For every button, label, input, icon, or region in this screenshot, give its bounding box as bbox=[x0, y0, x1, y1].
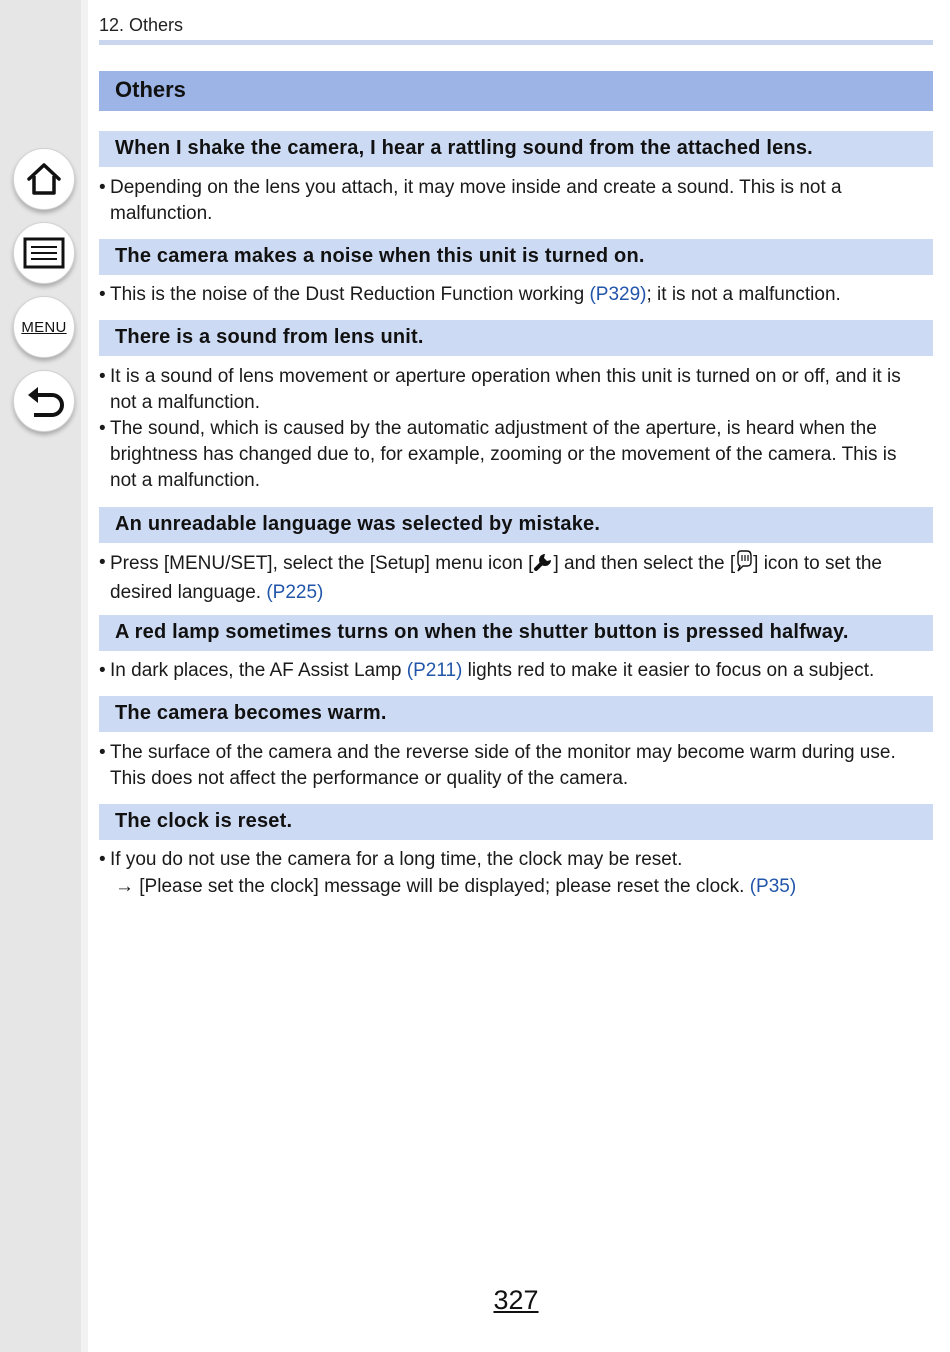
question-heading bbox=[99, 615, 933, 651]
chapter-title: 12. Others bbox=[99, 15, 184, 35]
arrow-icon: → bbox=[115, 876, 134, 897]
answer-text: [Please set the clock] message will be displayed; please reset the clock. bbox=[134, 876, 750, 897]
chapter-divider bbox=[99, 40, 933, 45]
question-heading bbox=[99, 239, 933, 275]
question-heading-text: When I shake the camera, I hear a rattling sound from the attached lens. bbox=[115, 137, 813, 159]
answer-paragraph bbox=[99, 416, 933, 494]
answer-text: lights red to make it easier to focus on a subject. bbox=[462, 660, 875, 681]
page-number bbox=[0, 1285, 950, 1316]
home-icon bbox=[24, 159, 64, 199]
question-heading bbox=[99, 320, 933, 356]
bullet: • bbox=[99, 418, 106, 439]
answer-line bbox=[99, 282, 933, 308]
wrench-icon bbox=[533, 552, 553, 580]
answer-paragraph bbox=[99, 175, 933, 227]
page-link-p211[interactable]: (P211) bbox=[406, 660, 463, 681]
answer-text: desired language. bbox=[110, 582, 267, 603]
answer-line: This does not affect the performance or quality of the camera. bbox=[110, 768, 629, 789]
page-number-text: 327 bbox=[493, 1285, 539, 1315]
answer-result-line bbox=[115, 874, 796, 900]
answer-line: The surface of the camera and the reverse side of the monitor may become warm during use. bbox=[110, 742, 896, 763]
bullet: • bbox=[99, 284, 106, 305]
question-heading bbox=[99, 131, 933, 167]
question-heading-text: There is a sound from lens unit. bbox=[115, 326, 424, 348]
section-title: Others bbox=[115, 77, 186, 102]
home-button[interactable] bbox=[13, 148, 75, 210]
answer-line: If you do not use the camera for a long time, the clock may be reset. bbox=[110, 849, 683, 870]
menu-button[interactable] bbox=[13, 296, 75, 358]
answer-line bbox=[99, 550, 933, 580]
question-heading-text: The camera becomes warm. bbox=[115, 702, 387, 724]
page-link-p225[interactable]: (P225) bbox=[266, 582, 324, 603]
answer-line: malfunction. bbox=[110, 203, 213, 224]
question-heading-text: The camera makes a noise when this unit is turned on. bbox=[115, 245, 645, 267]
question-heading bbox=[99, 507, 933, 543]
answer-paragraph bbox=[99, 658, 933, 684]
answer-paragraph bbox=[99, 550, 933, 606]
answer-paragraph bbox=[99, 847, 933, 873]
question-heading bbox=[99, 804, 933, 840]
answer-text: In dark places, the AF Assist Lamp bbox=[110, 660, 407, 681]
contents-button[interactable] bbox=[13, 222, 75, 284]
back-arrow-icon bbox=[24, 383, 64, 419]
bullet: • bbox=[99, 552, 106, 573]
bullet: • bbox=[99, 849, 106, 870]
answer-line: not a malfunction. bbox=[110, 392, 260, 413]
page-link-p35[interactable]: (P35) bbox=[749, 876, 797, 897]
back-button[interactable] bbox=[13, 370, 75, 432]
bullet: • bbox=[99, 177, 106, 198]
language-icon bbox=[735, 550, 753, 580]
page-link-p329[interactable]: (P329) bbox=[589, 284, 647, 305]
answer-line: not a malfunction. bbox=[110, 470, 260, 491]
menu-label: MENU bbox=[21, 318, 67, 336]
question-heading-text: An unreadable language was selected by mistake. bbox=[115, 513, 601, 535]
answer-text: ; it is not a malfunction. bbox=[646, 284, 841, 305]
question-heading-text: A red lamp sometimes turns on when the shutter button is pressed halfway. bbox=[115, 621, 849, 643]
answer-paragraph bbox=[99, 282, 933, 308]
answer-line: Depending on the lens you attach, it may move inside and create a sound. This is not a bbox=[110, 177, 842, 198]
answer-text: Press [MENU/SET], select the [Setup] menu icon [ bbox=[110, 553, 534, 574]
bullet: • bbox=[99, 742, 106, 763]
question-heading-text: The clock is reset. bbox=[115, 810, 293, 832]
answer-line bbox=[99, 580, 933, 606]
answer-line: It is a sound of lens movement or aperture operation when this unit is turned on or off, and it is bbox=[110, 366, 901, 387]
bullet: • bbox=[99, 366, 106, 387]
sidebar bbox=[0, 0, 88, 1352]
answer-text: This is the noise of the Dust Reduction Function working bbox=[110, 284, 590, 305]
answer-paragraph bbox=[99, 740, 933, 792]
contents-list-icon bbox=[23, 237, 65, 269]
answer-line: The sound, which is caused by the automatic adjustment of the aperture, is heard when the bbox=[110, 418, 877, 439]
answer-paragraph bbox=[99, 364, 933, 416]
question-heading bbox=[99, 696, 933, 732]
answer-line bbox=[99, 658, 933, 684]
answer-text: ] icon to set the bbox=[753, 553, 882, 574]
section-title-bar bbox=[99, 71, 933, 111]
answer-text: ] and then select the [ bbox=[553, 553, 736, 574]
bullet: • bbox=[99, 660, 106, 681]
answer-line: brightness has changed due to, for example, zooming or the movement of the camera. This is bbox=[110, 444, 897, 465]
